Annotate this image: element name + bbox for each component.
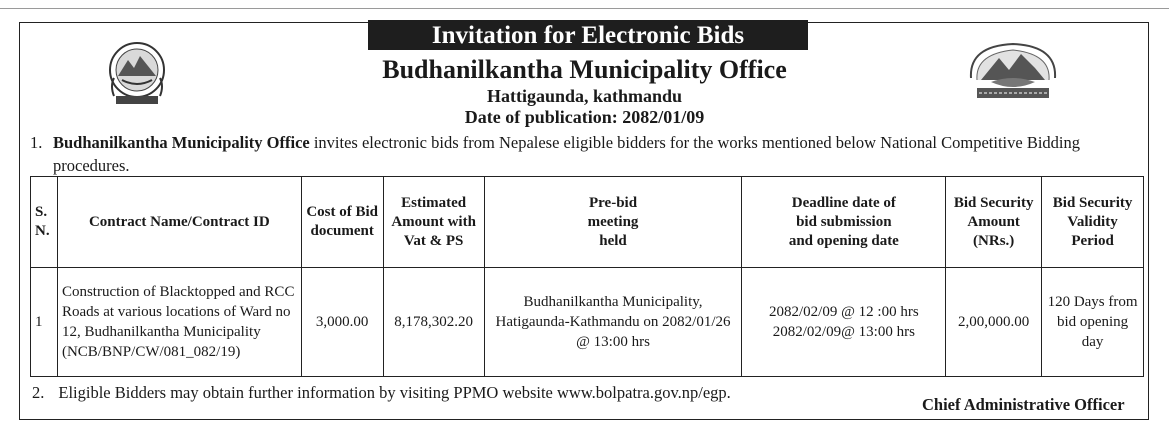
col-header-validity: Bid Security Validity Period (1042, 177, 1144, 268)
col-header-sn: S. N. (31, 177, 58, 268)
table-header-row (31, 177, 1144, 268)
cell-security: 2,00,000.00 (946, 268, 1042, 377)
deadline-opening: 2082/02/09@ 13:00 hrs (772, 324, 915, 340)
table-row (31, 268, 1144, 377)
bids-table (30, 176, 1144, 377)
cell-estimate: 8,178,302.20 (383, 268, 484, 377)
col-header-deadline: Deadline date of bid submission and opening date (742, 177, 946, 268)
office-name: Budhanilkantha Municipality Office (382, 55, 787, 84)
col-header-cost: Cost of Bid document (301, 177, 383, 268)
office-address: Hattigaunda, kathmandu (486, 86, 683, 106)
col-header-estimate: Estimated Amount with Vat & PS (383, 177, 484, 268)
cell-deadline (742, 268, 946, 377)
top-rule (0, 8, 1169, 9)
col-header-prebid: Pre-bid meeting held (484, 177, 742, 268)
item2-text: Eligible Bidders may obtain further information by visiting PPMO website www.bolpatra.gov.np/egp. (58, 383, 731, 402)
item1-office-name: Budhanilkantha Municipality Office (53, 133, 310, 152)
item-number: 2. (32, 383, 45, 402)
col-header-security: Bid Security Amount (NRs.) (946, 177, 1042, 268)
item-number: 1. (30, 133, 43, 152)
cell-validity: 120 Days from bid opening day (1042, 268, 1144, 377)
publication-date: Date of publication: 2082/01/09 (464, 107, 705, 127)
signature-title: Chief Administrative Officer (922, 395, 1125, 414)
item1-text: invites electronic bids from Nepalese eligible bidders for the works mentioned below National Competitive Bidding procedures. (53, 133, 1080, 175)
cell-sn: 1 (31, 268, 58, 377)
banner-title: Invitation for Electronic Bids (368, 20, 808, 50)
col-header-contract: Contract Name/Contract ID (57, 177, 301, 268)
cell-contract-name: Construction of Blacktopped and RCC Roads at various locations of Ward no 12, Budhanilkantha Municipality (NCB/BNP/CW/081_082/19) (57, 268, 301, 377)
cell-prebid: Budhanilkantha Municipality, Hatigaunda-Kathmandu on 2082/01/26 @ 13:00 hrs (484, 268, 742, 377)
notice-item-1 (30, 131, 1148, 177)
notice-item-2 (32, 383, 731, 403)
deadline-submission: 2082/02/09 @ 12 :00 hrs (769, 304, 919, 320)
cell-cost: 3,000.00 (301, 268, 383, 377)
